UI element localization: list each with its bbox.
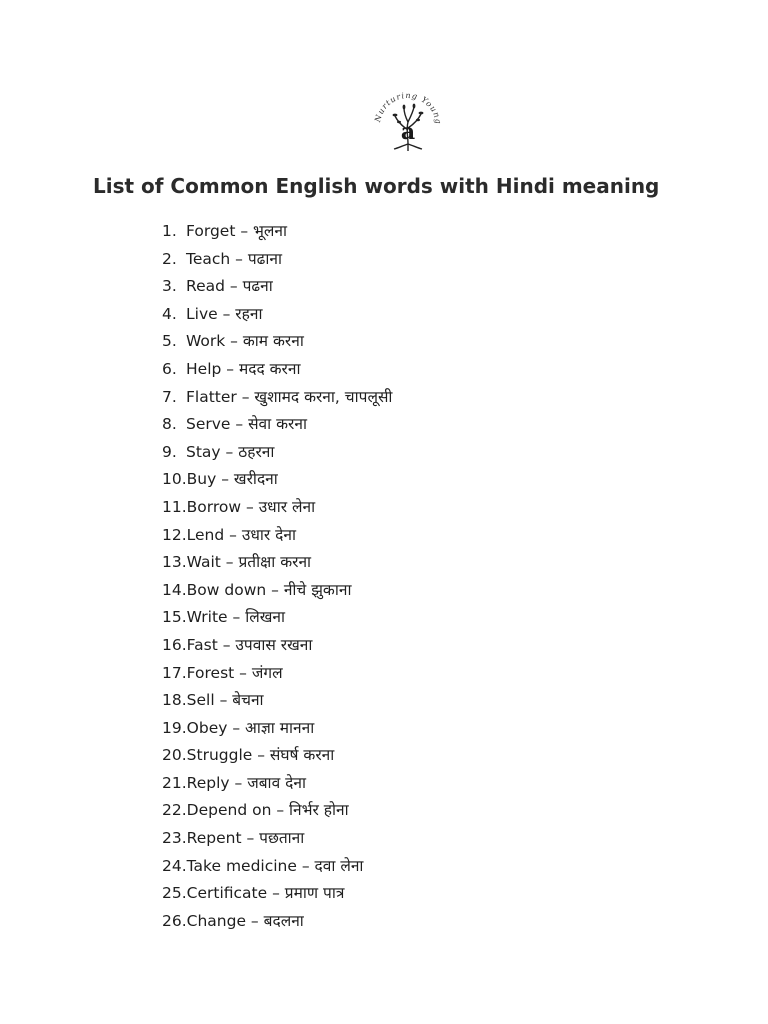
separator-dash: – (214, 691, 233, 710)
separator-dash: – (217, 635, 236, 654)
separator-dash: – (236, 387, 255, 406)
item-number: 5. (162, 332, 177, 351)
item-number: 21. (162, 773, 187, 792)
english-word: Flatter (186, 387, 237, 406)
english-word: Lend (186, 525, 225, 544)
hindi-meaning: नीचे झुकाना (283, 580, 352, 599)
item-number: 22. (162, 801, 187, 820)
list-item (162, 825, 392, 853)
hindi-meaning: लिखना (245, 608, 286, 627)
list-item (162, 604, 392, 632)
english-word: Teach (186, 249, 231, 268)
item-number: 20. (162, 746, 187, 765)
english-word: Obey (186, 718, 228, 737)
page-title: List of Common English words with Hindi meaning (93, 174, 660, 198)
separator-dash: – (246, 911, 264, 930)
list-item (162, 797, 392, 825)
separator-dash: – (221, 359, 239, 378)
item-number: 17. (162, 663, 187, 682)
list-item (162, 356, 392, 384)
separator-dash: – (227, 718, 246, 737)
list-item (162, 853, 392, 881)
hindi-meaning: खरीदना (233, 470, 278, 489)
item-number: 14. (162, 580, 187, 599)
item-number: 2. (162, 249, 177, 268)
list-item (162, 549, 392, 577)
english-word: Stay (186, 442, 221, 461)
hindi-meaning: रहना (235, 304, 263, 323)
item-number: 7. (162, 387, 177, 406)
item-number: 25. (162, 884, 187, 903)
nurturing-young-minds-logo (368, 86, 448, 152)
svg-text:Nurturing Young Minds: Nurturing Young (373, 90, 444, 126)
hindi-meaning: जंगल (251, 663, 283, 682)
item-number: 18. (162, 691, 187, 710)
list-item (162, 494, 392, 522)
separator-dash: – (216, 470, 234, 489)
hindi-meaning: पछताना (259, 829, 305, 848)
hindi-meaning: भूलना (253, 222, 288, 240)
hindi-meaning: बदलना (263, 911, 304, 930)
list-item (162, 687, 392, 715)
hindi-meaning: प्रमाण पात्र (284, 884, 345, 903)
list-item (162, 880, 392, 908)
item-number: 19. (162, 718, 187, 737)
english-word: Live (186, 304, 218, 323)
english-word: Struggle (186, 746, 253, 765)
list-item (162, 770, 392, 798)
svg-text:a: a (400, 119, 416, 145)
item-number: 6. (162, 359, 177, 378)
item-number: 1. (162, 222, 177, 240)
item-number: 8. (162, 415, 177, 434)
english-word: Take medicine (186, 856, 297, 875)
item-number: 10. (162, 470, 187, 489)
list-item (162, 715, 392, 743)
item-number: 9. (162, 442, 177, 461)
separator-dash: – (227, 608, 246, 627)
item-number: 26. (162, 911, 187, 930)
hindi-meaning: सेवा करना (248, 415, 307, 434)
list-item (162, 660, 392, 688)
list-item (162, 301, 392, 329)
item-number: 15. (162, 608, 187, 627)
list-item (162, 273, 392, 301)
hindi-meaning: काम करना (242, 332, 304, 351)
hindi-meaning: खुशामद करना, चापलूसी (254, 387, 393, 406)
list-item (162, 328, 392, 356)
list-item (162, 466, 392, 494)
item-number: 11. (162, 497, 187, 516)
separator-dash: – (220, 442, 239, 461)
list-item (162, 246, 392, 274)
separator-dash: – (225, 332, 243, 351)
english-word: Help (186, 359, 222, 378)
hindi-meaning: ठहरना (238, 442, 275, 461)
separator-dash: – (271, 801, 290, 820)
separator-dash: – (266, 580, 284, 599)
item-number: 23. (162, 829, 187, 848)
separator-dash: – (230, 249, 248, 268)
hindi-meaning: मदद करना (238, 359, 301, 378)
english-word: Wait (186, 553, 221, 572)
hindi-meaning: दवा लेना (314, 856, 364, 875)
english-word: Certificate (186, 884, 268, 903)
item-number: 16. (162, 635, 187, 654)
item-number: 4. (162, 304, 177, 323)
separator-dash: – (267, 884, 285, 903)
english-word: Read (186, 277, 225, 296)
hindi-meaning: उधार लेना (258, 497, 316, 516)
hindi-meaning: बेचना (232, 691, 264, 710)
item-number: 24. (162, 856, 187, 875)
hindi-meaning: जबाव देना (247, 773, 306, 792)
separator-dash: – (296, 856, 315, 875)
list-item (162, 522, 392, 550)
english-word: Forget (186, 222, 236, 240)
english-word: Fast (186, 635, 218, 654)
list-item (162, 439, 392, 467)
list-item (162, 908, 392, 936)
hindi-meaning: संघर्ष करना (269, 746, 335, 765)
english-word: Repent (186, 829, 242, 848)
english-word: Buy (186, 470, 217, 489)
tree-logo-icon (368, 86, 448, 152)
hindi-meaning: उपवास रखना (235, 635, 313, 654)
english-word: Borrow (186, 497, 242, 516)
separator-dash: – (241, 497, 259, 516)
separator-dash: – (234, 663, 252, 682)
english-word: Work (186, 332, 226, 351)
hindi-meaning: उधार देना (241, 525, 296, 544)
list-item (162, 218, 392, 246)
list-item (162, 411, 392, 439)
separator-dash: – (224, 525, 242, 544)
separator-dash: – (235, 222, 254, 240)
word-list (162, 218, 392, 935)
english-word: Sell (186, 691, 215, 710)
separator-dash: – (252, 746, 270, 765)
list-item (162, 632, 392, 660)
item-number: 3. (162, 277, 177, 296)
separator-dash: – (241, 829, 260, 848)
hindi-meaning: निर्भर होना (289, 801, 349, 820)
list-item (162, 384, 392, 412)
separator-dash: – (229, 773, 248, 792)
list-item (162, 742, 392, 770)
english-word: Write (186, 608, 228, 627)
separator-dash: – (230, 415, 249, 434)
english-word: Forest (186, 663, 235, 682)
hindi-meaning: पढाना (247, 249, 282, 268)
separator-dash: – (217, 304, 236, 323)
separator-dash: – (224, 277, 243, 296)
english-word: Reply (186, 773, 230, 792)
hindi-meaning: प्रतीक्षा करना (238, 553, 312, 572)
english-word: Depend on (186, 801, 272, 820)
english-word: Bow down (186, 580, 267, 599)
item-number: 13. (162, 553, 187, 572)
hindi-meaning: पढना (242, 277, 273, 296)
english-word: Change (186, 911, 246, 930)
list-item (162, 577, 392, 605)
hindi-meaning: आज्ञा मानना (245, 718, 315, 737)
english-word: Serve (186, 415, 231, 434)
item-number: 12. (162, 525, 187, 544)
separator-dash: – (220, 553, 239, 572)
